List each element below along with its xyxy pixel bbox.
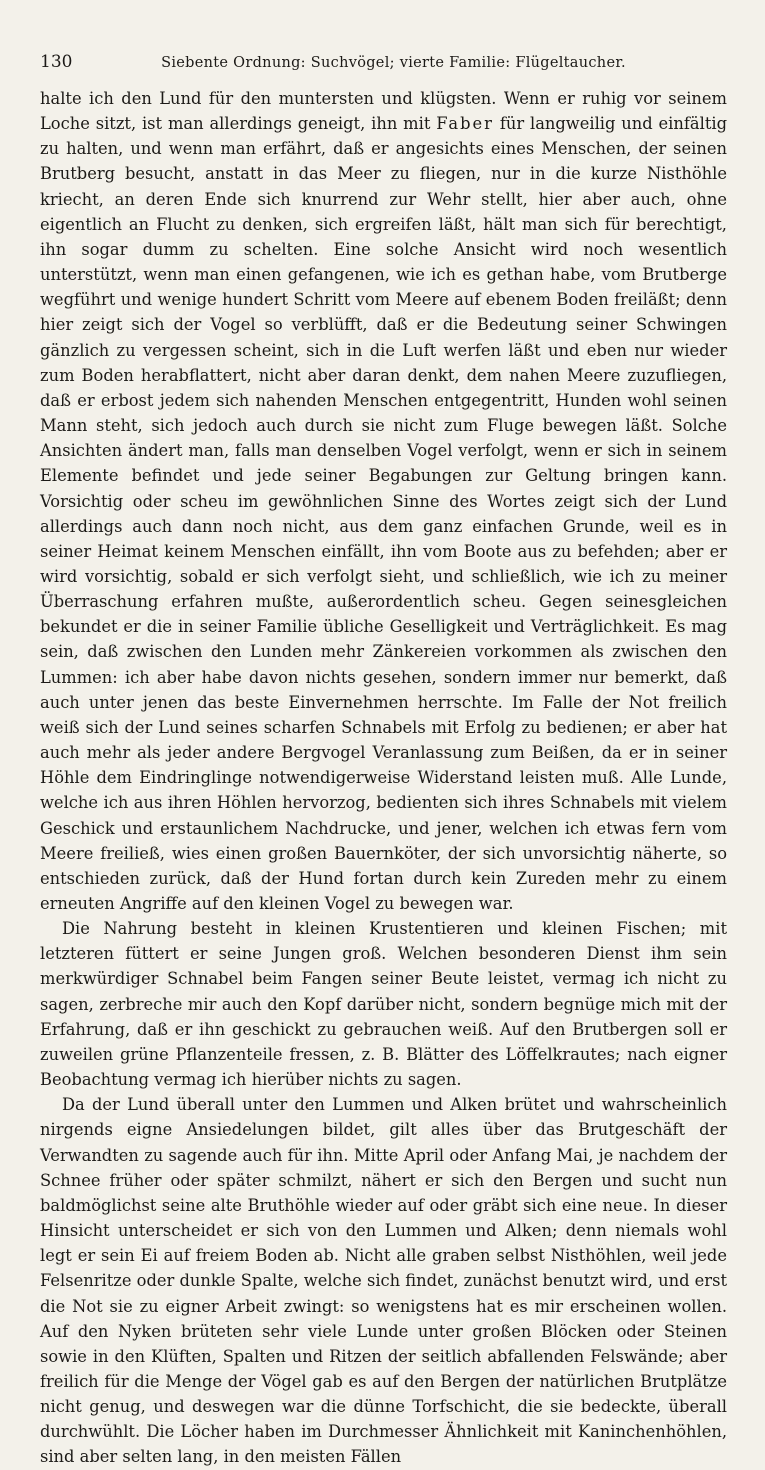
paragraph-food [40, 916, 727, 1092]
paragraph-text: halte ich den Lund für den muntersten und klügsten. Wenn er ruhig vor seinem Loche sitzt, ist man allerdings geneigt, ihn mit [40, 89, 727, 134]
page-number: 130 [40, 52, 73, 72]
paragraph-text: Da der Lund überall unter den Lummen und Alken brütet und wahrscheinlich nirgends eigne Ansiedelungen bildet, gilt alles über das Brutgeschäft der Verwandten zu sagende auch für ihn. Mitte April oder Anfang Mai, je nachdem der Schnee früher oder später schmilzt, nähert er sich den Bergen und sucht nun baldmöglichst seine alte Bruthöhle wieder auf oder gräbt sich eine neue. In dieser Hinsicht unterscheidet er sich von den Lummen und Alken; denn niemals wohl legt er sein Ei auf freiem Boden ab. Nicht alle graben selbst Nisthöhlen, weil jede Felsenritze oder dunkle Spalte, welche sich findet, zunächst benutzt wird, und erst die Not sie zu eigner Arbeit zwingt: so wenigstens hat es mir erscheinen wollen. Auf den Nyken brüteten sehr viele Lunde unter großen Blöcken oder Steinen sowie in den Klüften, Spalten und Ritzen der seitlich abfallenden Felswände; aber freilich für die Menge der Vögel gab es auf den Bergen der natürlichen Brutplätze nicht genug, und deswegen war die dünne Torfschicht, die sie bedeckte, überall durchwühlt. Die Löcher haben im Durchmesser Ähnlichkeit mit Kaninchenhöhlen, sind aber selten lang, in den meisten Fällen [40, 1095, 727, 1467]
paragraph-text: Die Nahrung besteht in kleinen Krustentieren und kleinen Fischen; mit letzteren füttert er seine Jungen groß. Welchen besonderen Dienst ihm sein merkwürdiger Schnabel beim Fangen seiner Beute leistet, vermag ich nicht zu sagen, zerbreche mir auch den Kopf darüber nicht, sondern begnüge mich mit der Erfahrung, daß er ihn geschickt zu gebrauchen weiß. Auf den Brutbergen soll er zuweilen grüne Pflanzenteile fressen, z. B. Blätter des Löffelkrautes; nach eigner Beobachtung vermag ich hierüber nichts zu sagen. [40, 919, 727, 1090]
page-header [40, 52, 727, 82]
running-head: Siebente Ordnung: Suchvögel; vierte Familie: Flügeltaucher. [161, 55, 626, 71]
paragraph-behavior [40, 86, 727, 916]
emphasized-name: Faber [436, 114, 494, 134]
text-body [40, 86, 727, 1470]
paragraph-text: für langweilig und einfältig zu halten, und wenn man erfährt, daß er angesichts eines Menschen, der seinen Brutberg besucht, anstatt in das Meer zu fliegen, nur in die kurze Nisthöhle kriecht, an deren Ende sich knurrend zur Wehr stellt, hier aber auch, ohne eigentlich an Flucht zu denken, sich ergreifen läßt, hält man sich für berechtigt, ihn sogar dumm zu schelten. Eine solche Ansicht wird noch wesentlich unterstützt, wenn man einen gefangenen, wie ich es gethan habe, vom Brutberge wegführt und wenige hundert Schritt vom Meere auf ebenem Boden freiläßt; denn hier zeigt sich der Vogel so verblüfft, daß er die Bedeutung seiner Schwingen gänzlich zu vergessen scheint, sich in die Luft werfen läßt und eben nur wieder zum Boden herabflattert, nicht aber daran denkt, dem nahen Meere zuzufliegen, daß er erbost jedem sich nahenden Menschen entgegentritt, Hunden wohl seinen Mann steht, sich jedoch auch durch sie nicht zum Fluge bewegen läßt. Solche Ansichten ändert man, falls man denselben Vogel verfolgt, wenn er sich in seinem Elemente befindet und jede seiner Begabungen zur Geltung bringen kann. Vorsichtig oder scheu im gewöhnlichen Sinne des Wortes zeigt sich der Lund allerdings auch dann noch nicht, aus dem ganz einfachen Grunde, weil es in seiner Heimat keinem Menschen einfällt, ihn vom Boote aus zu befehden; aber er wird vorsichtig, sobald er sich verfolgt sieht, und schließlich, wie ich zu meiner Überraschung erfahren mußte, außerordentlich scheu. Gegen seinesgleichen bekundet er die in seiner Familie übliche Geselligkeit und Verträglichkeit. Es mag sein, daß zwischen den Lunden mehr Zänkereien vorkommen als zwischen den Lummen: ich aber habe davon nichts gesehen, sondern immer nur bemerkt, daß auch unter jenen das beste Einvernehmen herrschte. Im Falle der Not freilich weiß sich der Lund seines scharfen Schnabels mit Erfolg zu bedienen; er aber hat auch mehr als jeder andere Bergvogel Veranlassung zum Beißen, da er in seiner Höhle dem Eindringlinge notwendigerweise Widerstand leisten muß. Alle Lunde, welche ich aus ihren Höhlen hervorzog, bedienten sich ihres Schnabels mit vielem Geschick und erstaunlichem Nachdrucke, und jener, welchen ich etwas fern vom Meere freiließ, wies einen großen Bauernköter, der sich unvorsichtig näherte, so entschieden zurück, daß der Hund fortan durch kein Zureden mehr zu einem erneuten Angriffe auf den kleinen Vogel zu bewegen war. [40, 114, 727, 913]
paragraph-breeding [40, 1092, 727, 1469]
